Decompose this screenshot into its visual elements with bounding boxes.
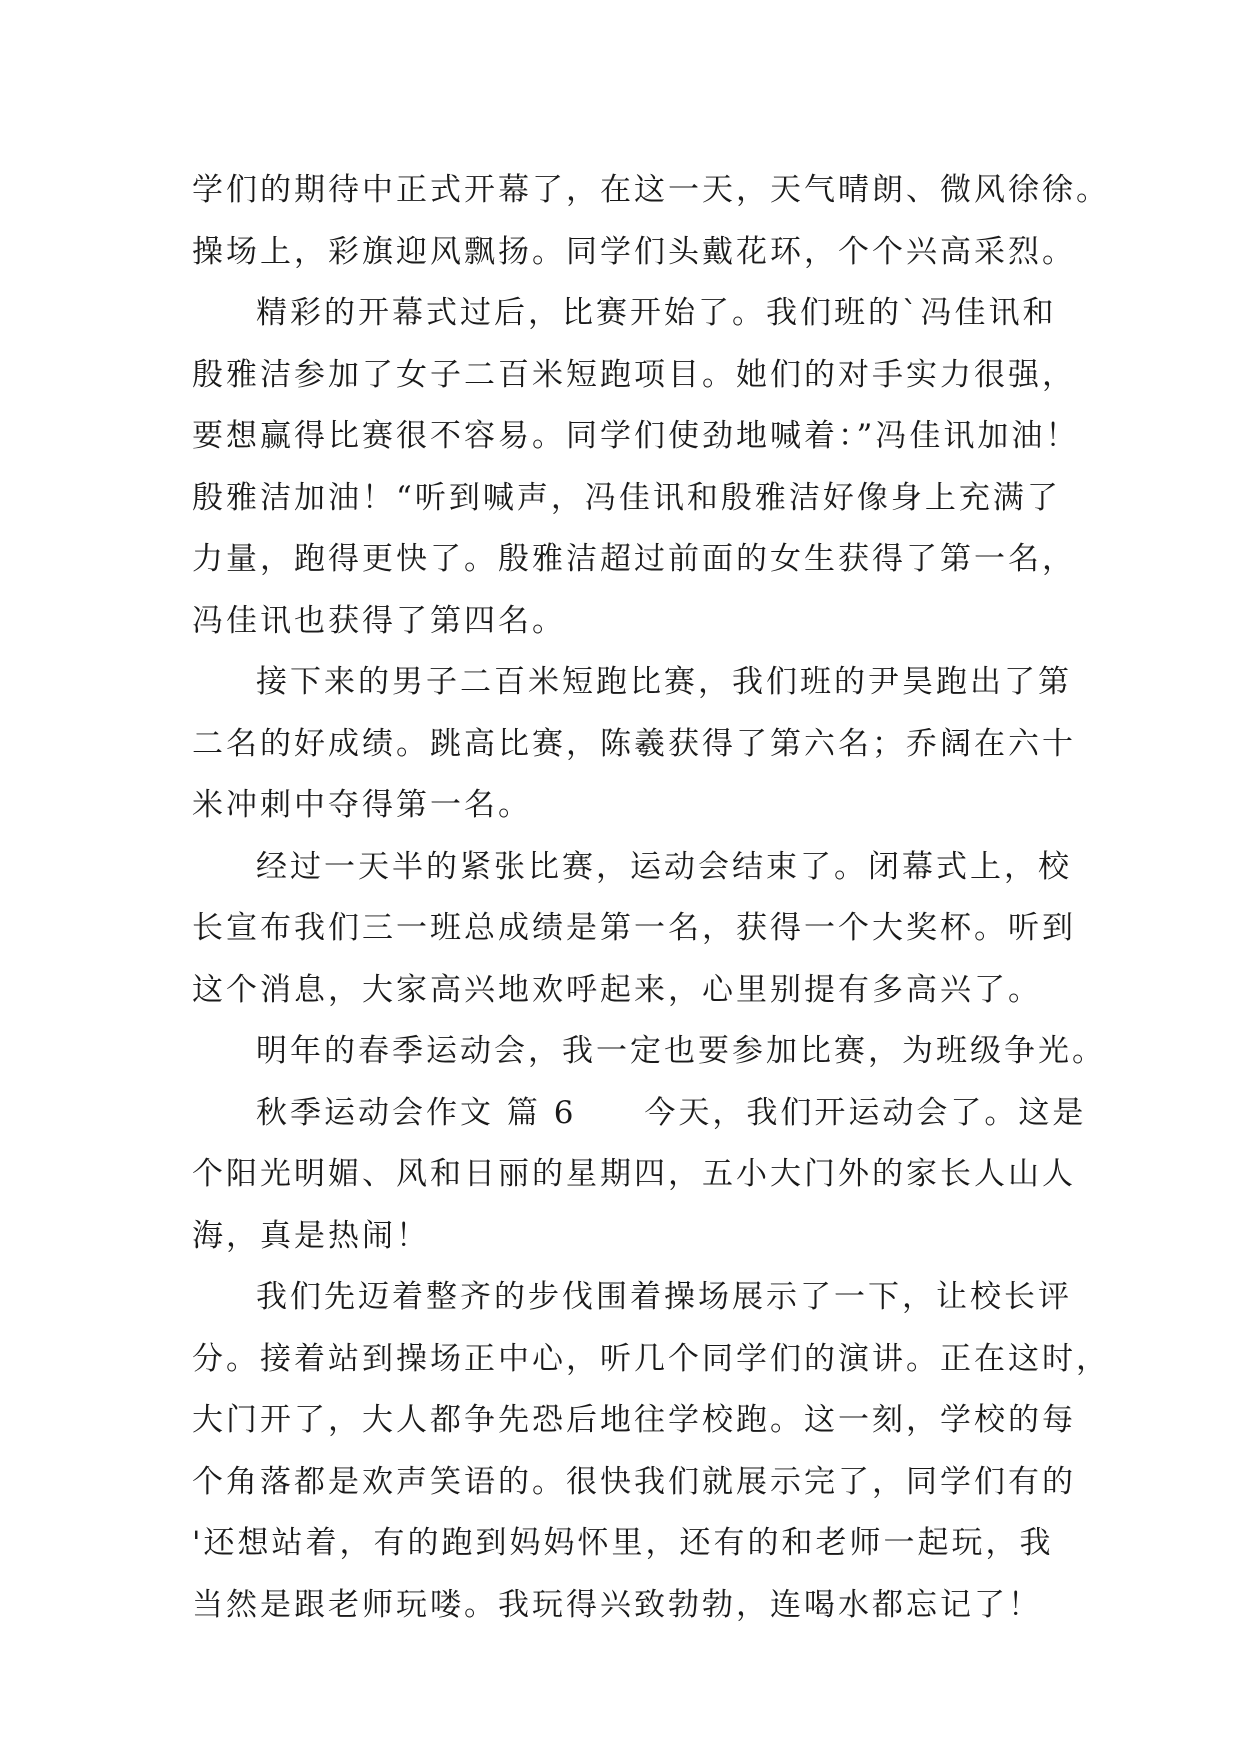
text-line-23: '还想站着，有的跑到妈妈怀里，还有的和老师一起玩，我 [192, 1525, 1054, 1561]
text-line-6: 殷雅洁加油！“听到喊声，冯佳讯和殷雅洁好像身上充满了 [192, 479, 1061, 516]
text-line-2: 操场上，彩旗迎风飘扬。同学们头戴花环，个个兴高采烈。 [192, 233, 1076, 270]
text-line-3: 精彩的开幕式过后，比赛开始了。我们班的`冯佳讯和 [256, 295, 1057, 331]
text-line-21: 大门开了，大人都争先恐后地往学校跑。这一刻，学校的每 [192, 1402, 1076, 1438]
text-line-9: 接下来的男子二百米短跑比赛，我们班的尹昊跑出了第 [256, 664, 1072, 700]
text-line-10: 二名的好成绩。跳高比赛，陈羲获得了第六名；乔阔在六十 [192, 725, 1076, 762]
text-line-13: 长宣布我们三一班总成绩是第一名，获得一个大奖杯。听到 [192, 910, 1076, 946]
text-line-12: 经过一天半的紧张比赛，运动会结束了。闭幕式上，校 [256, 848, 1072, 885]
text-line-22: 个角落都是欢声笑语的。很快我们就展示完了，同学们有的 [192, 1463, 1076, 1500]
text-line-18: 海，真是热闹！ [192, 1217, 430, 1254]
text-line-7: 力量，跑得更快了。殷雅洁超过前面的女生获得了第一名， [192, 541, 1076, 577]
text-line-19: 我们先迈着整齐的步伐围着操场展示了一下，让校长评 [256, 1279, 1072, 1315]
text-line-1: 学们的期待中正式开幕了，在这一天，天气晴朗、微风徐徐。 [192, 172, 1110, 208]
essay-body [192, 160, 1110, 1636]
text-line-8: 冯佳讯也获得了第四名。 [192, 602, 566, 639]
text-line-14: 这个消息，大家高兴地欢呼起来，心里别提有多高兴了。 [192, 971, 1042, 1008]
text-line-17: 个阳光明媚、风和日丽的星期四，五小大门外的家长人山人 [192, 1156, 1076, 1192]
text-line-4: 殷雅洁参加了女子二百米短跑项目。她们的对手实力很强， [192, 356, 1076, 393]
text-line-15: 明年的春季运动会，我一定也要参加比赛，为班级争光。 [256, 1033, 1106, 1069]
text-line-16: 秋季运动会作文 篇 6 今天，我们开运动会了。这是 [256, 1094, 1087, 1131]
text-line-11: 米冲刺中夺得第一名。 [192, 787, 532, 823]
text-line-5: 要想赢得比赛很不容易。同学们使劲地喊着：”冯佳讯加油！ [192, 418, 1080, 454]
text-line-24: 当然是跟老师玩喽。我玩得兴致勃勃，连喝水都忘记了！ [192, 1586, 1042, 1623]
text-line-20: 分。接着站到操场正中心，听几个同学们的演讲。正在这时， [192, 1340, 1110, 1377]
